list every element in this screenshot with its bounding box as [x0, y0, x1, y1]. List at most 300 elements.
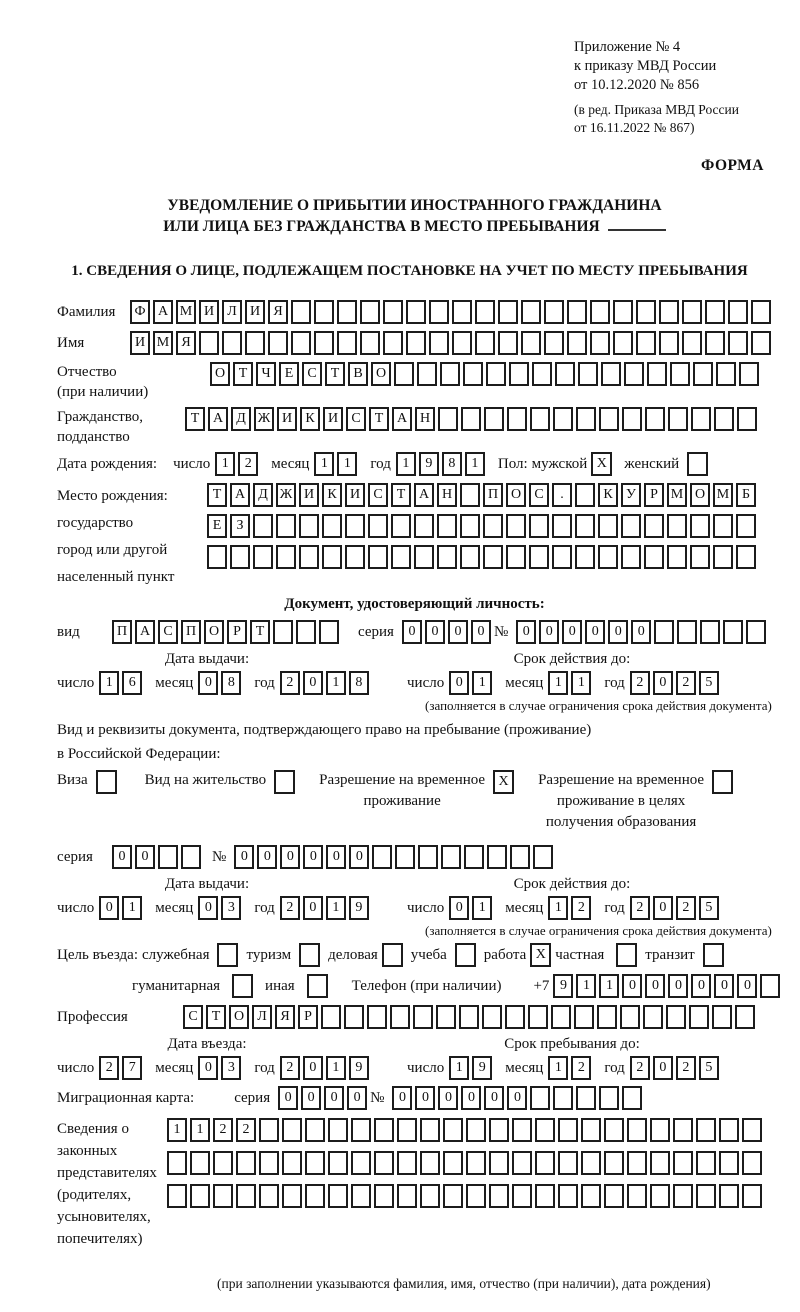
char-cell[interactable]: П [181, 620, 201, 644]
char-cell[interactable] [482, 1005, 502, 1029]
char-cell[interactable] [360, 300, 380, 324]
char-cell[interactable] [598, 545, 618, 569]
char-cell[interactable]: Д [253, 483, 273, 507]
char-cell[interactable]: И [245, 300, 265, 324]
char-cell[interactable] [719, 1151, 739, 1175]
residence-permit-checkbox[interactable] [274, 770, 295, 794]
char-cell[interactable] [512, 1151, 532, 1175]
char-cell[interactable] [383, 331, 403, 355]
char-cell[interactable] [599, 1086, 619, 1110]
char-cell[interactable]: 0 [653, 896, 673, 920]
char-cell[interactable] [181, 845, 201, 869]
char-cell[interactable] [505, 1005, 525, 1029]
char-cell[interactable] [535, 1118, 555, 1142]
char-cell[interactable] [282, 1118, 302, 1142]
char-cell[interactable] [530, 1086, 550, 1110]
char-cell[interactable]: 0 [326, 845, 346, 869]
char-cell[interactable] [535, 1151, 555, 1175]
sex-female-checkbox[interactable] [687, 452, 708, 476]
char-cell[interactable] [530, 407, 550, 431]
char-cell[interactable]: 0 [303, 671, 323, 695]
char-cell[interactable]: 2 [213, 1118, 233, 1142]
char-cell[interactable] [489, 1118, 509, 1142]
char-cell[interactable] [597, 1005, 617, 1029]
char-cell[interactable] [397, 1151, 417, 1175]
char-cell[interactable] [190, 1151, 210, 1175]
char-cell[interactable] [528, 1005, 548, 1029]
char-cell[interactable] [529, 514, 549, 538]
char-cell[interactable]: 1 [548, 671, 568, 695]
char-cell[interactable] [305, 1151, 325, 1175]
char-cell[interactable]: 2 [630, 896, 650, 920]
char-cell[interactable]: 1 [548, 896, 568, 920]
char-cell[interactable] [728, 331, 748, 355]
char-cell[interactable]: М [713, 483, 733, 507]
char-cell[interactable] [207, 545, 227, 569]
char-cell[interactable]: Р [644, 483, 664, 507]
purpose-official-checkbox[interactable] [217, 943, 238, 967]
char-cell[interactable] [677, 620, 697, 644]
char-cell[interactable]: Ф [130, 300, 150, 324]
char-cell[interactable]: 2 [630, 1056, 650, 1080]
char-cell[interactable]: 9 [472, 1056, 492, 1080]
char-cell[interactable] [420, 1118, 440, 1142]
char-cell[interactable] [689, 1005, 709, 1029]
char-cell[interactable] [667, 545, 687, 569]
char-cell[interactable]: С [158, 620, 178, 644]
char-cell[interactable]: З [230, 514, 250, 538]
char-cell[interactable]: С [368, 483, 388, 507]
char-cell[interactable]: 3 [221, 1056, 241, 1080]
purpose-private-checkbox[interactable] [616, 943, 637, 967]
char-cell[interactable]: Т [391, 483, 411, 507]
char-cell[interactable]: 0 [324, 1086, 344, 1110]
char-cell[interactable] [441, 845, 461, 869]
char-cell[interactable]: 1 [326, 671, 346, 695]
char-cell[interactable]: А [414, 483, 434, 507]
char-cell[interactable]: Я [268, 300, 288, 324]
char-cell[interactable] [236, 1184, 256, 1208]
char-cell[interactable] [484, 407, 504, 431]
char-cell[interactable] [599, 407, 619, 431]
char-cell[interactable]: 0 [198, 671, 218, 695]
char-cell[interactable] [461, 407, 481, 431]
char-cell[interactable]: 3 [221, 896, 241, 920]
char-cell[interactable] [383, 300, 403, 324]
char-cell[interactable] [760, 974, 780, 998]
char-cell[interactable]: 5 [699, 671, 719, 695]
char-cell[interactable]: 1 [326, 896, 346, 920]
char-cell[interactable] [581, 1118, 601, 1142]
char-cell[interactable] [544, 331, 564, 355]
char-cell[interactable] [483, 545, 503, 569]
char-cell[interactable] [299, 545, 319, 569]
char-cell[interactable] [739, 362, 759, 386]
char-cell[interactable]: Т [185, 407, 205, 431]
char-cell[interactable] [521, 300, 541, 324]
char-cell[interactable] [735, 1005, 755, 1029]
char-cell[interactable] [328, 1118, 348, 1142]
char-cell[interactable] [460, 483, 480, 507]
char-cell[interactable]: 2 [238, 452, 258, 476]
char-cell[interactable] [319, 620, 339, 644]
char-cell[interactable] [613, 331, 633, 355]
char-cell[interactable] [636, 331, 656, 355]
char-cell[interactable] [417, 362, 437, 386]
char-cell[interactable] [345, 545, 365, 569]
char-cell[interactable]: Т [325, 362, 345, 386]
purpose-study-checkbox[interactable] [455, 943, 476, 967]
char-cell[interactable] [437, 514, 457, 538]
char-cell[interactable]: Р [227, 620, 247, 644]
char-cell[interactable] [507, 407, 527, 431]
char-cell[interactable] [716, 362, 736, 386]
char-cell[interactable] [322, 514, 342, 538]
char-cell[interactable]: 0 [585, 620, 605, 644]
char-cell[interactable] [374, 1118, 394, 1142]
char-cell[interactable] [466, 1151, 486, 1175]
char-cell[interactable]: Т [206, 1005, 226, 1029]
char-cell[interactable]: К [598, 483, 618, 507]
char-cell[interactable]: 1 [167, 1118, 187, 1142]
char-cell[interactable] [650, 1118, 670, 1142]
char-cell[interactable]: О [210, 362, 230, 386]
char-cell[interactable] [460, 545, 480, 569]
char-cell[interactable] [644, 514, 664, 538]
char-cell[interactable]: 0 [653, 671, 673, 695]
char-cell[interactable] [736, 514, 756, 538]
char-cell[interactable] [443, 1118, 463, 1142]
char-cell[interactable] [440, 362, 460, 386]
char-cell[interactable] [259, 1118, 279, 1142]
char-cell[interactable]: О [690, 483, 710, 507]
char-cell[interactable]: И [130, 331, 150, 355]
char-cell[interactable]: 1 [576, 974, 596, 998]
char-cell[interactable] [576, 407, 596, 431]
char-cell[interactable] [199, 331, 219, 355]
char-cell[interactable]: О [204, 620, 224, 644]
char-cell[interactable] [394, 362, 414, 386]
char-cell[interactable]: 0 [737, 974, 757, 998]
char-cell[interactable] [627, 1184, 647, 1208]
char-cell[interactable]: 0 [303, 845, 323, 869]
char-cell[interactable] [190, 1184, 210, 1208]
char-cell[interactable]: 8 [349, 671, 369, 695]
char-cell[interactable]: 1 [465, 452, 485, 476]
char-cell[interactable]: 0 [135, 845, 155, 869]
char-cell[interactable] [696, 1184, 716, 1208]
char-cell[interactable]: С [529, 483, 549, 507]
char-cell[interactable] [627, 1118, 647, 1142]
char-cell[interactable] [510, 845, 530, 869]
char-cell[interactable] [506, 514, 526, 538]
char-cell[interactable]: Е [279, 362, 299, 386]
char-cell[interactable] [466, 1118, 486, 1142]
char-cell[interactable] [351, 1184, 371, 1208]
char-cell[interactable] [397, 1184, 417, 1208]
char-cell[interactable]: 7 [122, 1056, 142, 1080]
char-cell[interactable] [544, 300, 564, 324]
char-cell[interactable] [723, 620, 743, 644]
char-cell[interactable] [167, 1184, 187, 1208]
char-cell[interactable]: 1 [314, 452, 334, 476]
char-cell[interactable] [291, 331, 311, 355]
char-cell[interactable]: 0 [198, 1056, 218, 1080]
char-cell[interactable]: 0 [425, 620, 445, 644]
char-cell[interactable]: 0 [471, 620, 491, 644]
char-cell[interactable] [443, 1184, 463, 1208]
char-cell[interactable]: К [300, 407, 320, 431]
char-cell[interactable] [742, 1118, 762, 1142]
char-cell[interactable] [696, 1151, 716, 1175]
char-cell[interactable]: 6 [122, 671, 142, 695]
char-cell[interactable]: Т [233, 362, 253, 386]
char-cell[interactable] [673, 1151, 693, 1175]
char-cell[interactable]: О [229, 1005, 249, 1029]
char-cell[interactable]: 1 [599, 974, 619, 998]
char-cell[interactable] [604, 1184, 624, 1208]
char-cell[interactable]: 1 [396, 452, 416, 476]
char-cell[interactable]: 0 [278, 1086, 298, 1110]
char-cell[interactable] [746, 620, 766, 644]
char-cell[interactable]: Ч [256, 362, 276, 386]
char-cell[interactable]: 0 [562, 620, 582, 644]
char-cell[interactable]: 2 [571, 1056, 591, 1080]
char-cell[interactable]: И [299, 483, 319, 507]
char-cell[interactable]: 0 [438, 1086, 458, 1110]
char-cell[interactable]: С [346, 407, 366, 431]
char-cell[interactable]: 2 [280, 671, 300, 695]
char-cell[interactable] [668, 407, 688, 431]
char-cell[interactable] [553, 407, 573, 431]
char-cell[interactable]: 0 [349, 845, 369, 869]
char-cell[interactable]: 1 [215, 452, 235, 476]
char-cell[interactable] [712, 1005, 732, 1029]
char-cell[interactable] [621, 514, 641, 538]
char-cell[interactable]: 0 [347, 1086, 367, 1110]
char-cell[interactable] [654, 620, 674, 644]
char-cell[interactable] [463, 362, 483, 386]
char-cell[interactable]: А [392, 407, 412, 431]
char-cell[interactable] [314, 331, 334, 355]
char-cell[interactable] [438, 407, 458, 431]
char-cell[interactable] [673, 1184, 693, 1208]
char-cell[interactable]: 0 [99, 896, 119, 920]
char-cell[interactable] [374, 1184, 394, 1208]
char-cell[interactable]: Я [275, 1005, 295, 1029]
char-cell[interactable] [659, 331, 679, 355]
char-cell[interactable]: 0 [448, 620, 468, 644]
char-cell[interactable] [622, 1086, 642, 1110]
char-cell[interactable]: Ж [254, 407, 274, 431]
char-cell[interactable] [645, 407, 665, 431]
char-cell[interactable] [213, 1184, 233, 1208]
visa-checkbox[interactable] [96, 770, 117, 794]
char-cell[interactable] [590, 300, 610, 324]
char-cell[interactable] [276, 545, 296, 569]
char-cell[interactable]: 0 [539, 620, 559, 644]
char-cell[interactable] [691, 407, 711, 431]
char-cell[interactable] [328, 1184, 348, 1208]
char-cell[interactable] [489, 1151, 509, 1175]
char-cell[interactable] [452, 300, 472, 324]
char-cell[interactable] [551, 1005, 571, 1029]
char-cell[interactable] [690, 514, 710, 538]
char-cell[interactable] [622, 407, 642, 431]
char-cell[interactable]: 1 [337, 452, 357, 476]
char-cell[interactable] [529, 545, 549, 569]
char-cell[interactable] [245, 331, 265, 355]
char-cell[interactable]: Т [207, 483, 227, 507]
char-cell[interactable] [213, 1151, 233, 1175]
char-cell[interactable] [714, 407, 734, 431]
char-cell[interactable]: 0 [622, 974, 642, 998]
char-cell[interactable]: Т [369, 407, 389, 431]
char-cell[interactable]: И [323, 407, 343, 431]
char-cell[interactable] [647, 362, 667, 386]
char-cell[interactable] [567, 331, 587, 355]
char-cell[interactable]: 0 [415, 1086, 435, 1110]
char-cell[interactable] [337, 331, 357, 355]
char-cell[interactable]: Д [231, 407, 251, 431]
char-cell[interactable] [598, 514, 618, 538]
char-cell[interactable] [282, 1151, 302, 1175]
char-cell[interactable] [713, 545, 733, 569]
char-cell[interactable] [429, 331, 449, 355]
char-cell[interactable] [620, 1005, 640, 1029]
char-cell[interactable]: Н [415, 407, 435, 431]
char-cell[interactable]: 1 [99, 671, 119, 695]
char-cell[interactable]: 0 [198, 896, 218, 920]
char-cell[interactable]: С [183, 1005, 203, 1029]
char-cell[interactable]: М [153, 331, 173, 355]
char-cell[interactable]: 0 [112, 845, 132, 869]
char-cell[interactable] [296, 620, 316, 644]
char-cell[interactable]: 0 [516, 620, 536, 644]
char-cell[interactable] [253, 514, 273, 538]
char-cell[interactable] [558, 1184, 578, 1208]
char-cell[interactable] [397, 1118, 417, 1142]
char-cell[interactable]: У [621, 483, 641, 507]
char-cell[interactable] [276, 514, 296, 538]
char-cell[interactable] [351, 1118, 371, 1142]
char-cell[interactable]: И [199, 300, 219, 324]
temp-residence-checkbox[interactable]: X [493, 770, 514, 794]
char-cell[interactable]: 0 [280, 845, 300, 869]
purpose-business-checkbox[interactable] [382, 943, 403, 967]
char-cell[interactable] [436, 1005, 456, 1029]
char-cell[interactable]: П [112, 620, 132, 644]
temp-residence-education-checkbox[interactable] [712, 770, 733, 794]
char-cell[interactable]: 0 [402, 620, 422, 644]
char-cell[interactable]: 0 [303, 896, 323, 920]
char-cell[interactable] [390, 1005, 410, 1029]
char-cell[interactable]: 1 [190, 1118, 210, 1142]
char-cell[interactable] [636, 300, 656, 324]
char-cell[interactable]: 0 [484, 1086, 504, 1110]
char-cell[interactable] [553, 1086, 573, 1110]
char-cell[interactable] [443, 1151, 463, 1175]
char-cell[interactable]: О [506, 483, 526, 507]
char-cell[interactable] [575, 483, 595, 507]
char-cell[interactable]: 9 [349, 1056, 369, 1080]
char-cell[interactable] [581, 1151, 601, 1175]
char-cell[interactable]: 0 [714, 974, 734, 998]
char-cell[interactable] [253, 545, 273, 569]
char-cell[interactable] [291, 300, 311, 324]
char-cell[interactable]: 2 [676, 1056, 696, 1080]
char-cell[interactable] [351, 1151, 371, 1175]
char-cell[interactable] [624, 362, 644, 386]
char-cell[interactable]: 5 [699, 896, 719, 920]
char-cell[interactable]: А [230, 483, 250, 507]
char-cell[interactable] [666, 1005, 686, 1029]
sex-male-checkbox[interactable]: X [591, 452, 612, 476]
char-cell[interactable] [567, 300, 587, 324]
char-cell[interactable] [406, 300, 426, 324]
char-cell[interactable]: 8 [442, 452, 462, 476]
char-cell[interactable] [670, 362, 690, 386]
char-cell[interactable] [521, 331, 541, 355]
char-cell[interactable] [391, 514, 411, 538]
char-cell[interactable] [452, 331, 472, 355]
char-cell[interactable] [158, 845, 178, 869]
char-cell[interactable]: 0 [668, 974, 688, 998]
char-cell[interactable] [552, 514, 572, 538]
char-cell[interactable]: С [302, 362, 322, 386]
char-cell[interactable]: И [277, 407, 297, 431]
char-cell[interactable]: 0 [608, 620, 628, 644]
char-cell[interactable] [420, 1184, 440, 1208]
char-cell[interactable] [395, 845, 415, 869]
purpose-transit-checkbox[interactable] [703, 943, 724, 967]
char-cell[interactable]: 2 [630, 671, 650, 695]
char-cell[interactable]: М [176, 300, 196, 324]
char-cell[interactable]: 2 [676, 671, 696, 695]
char-cell[interactable]: К [322, 483, 342, 507]
char-cell[interactable] [437, 545, 457, 569]
char-cell[interactable]: 0 [301, 1086, 321, 1110]
char-cell[interactable] [429, 300, 449, 324]
char-cell[interactable] [576, 1086, 596, 1110]
char-cell[interactable] [627, 1151, 647, 1175]
purpose-tourism-checkbox[interactable] [299, 943, 320, 967]
char-cell[interactable]: О [371, 362, 391, 386]
char-cell[interactable] [314, 300, 334, 324]
char-cell[interactable] [728, 300, 748, 324]
char-cell[interactable]: 0 [257, 845, 277, 869]
char-cell[interactable] [742, 1184, 762, 1208]
char-cell[interactable] [475, 300, 495, 324]
char-cell[interactable] [259, 1151, 279, 1175]
char-cell[interactable] [512, 1118, 532, 1142]
char-cell[interactable] [391, 545, 411, 569]
char-cell[interactable]: 1 [548, 1056, 568, 1080]
char-cell[interactable] [167, 1151, 187, 1175]
char-cell[interactable] [487, 845, 507, 869]
char-cell[interactable]: А [135, 620, 155, 644]
char-cell[interactable]: А [153, 300, 173, 324]
char-cell[interactable] [693, 362, 713, 386]
char-cell[interactable]: 1 [122, 896, 142, 920]
char-cell[interactable]: 0 [449, 671, 469, 695]
char-cell[interactable] [719, 1184, 739, 1208]
char-cell[interactable] [552, 545, 572, 569]
char-cell[interactable] [751, 300, 771, 324]
char-cell[interactable]: Т [250, 620, 270, 644]
char-cell[interactable] [305, 1118, 325, 1142]
char-cell[interactable] [414, 514, 434, 538]
